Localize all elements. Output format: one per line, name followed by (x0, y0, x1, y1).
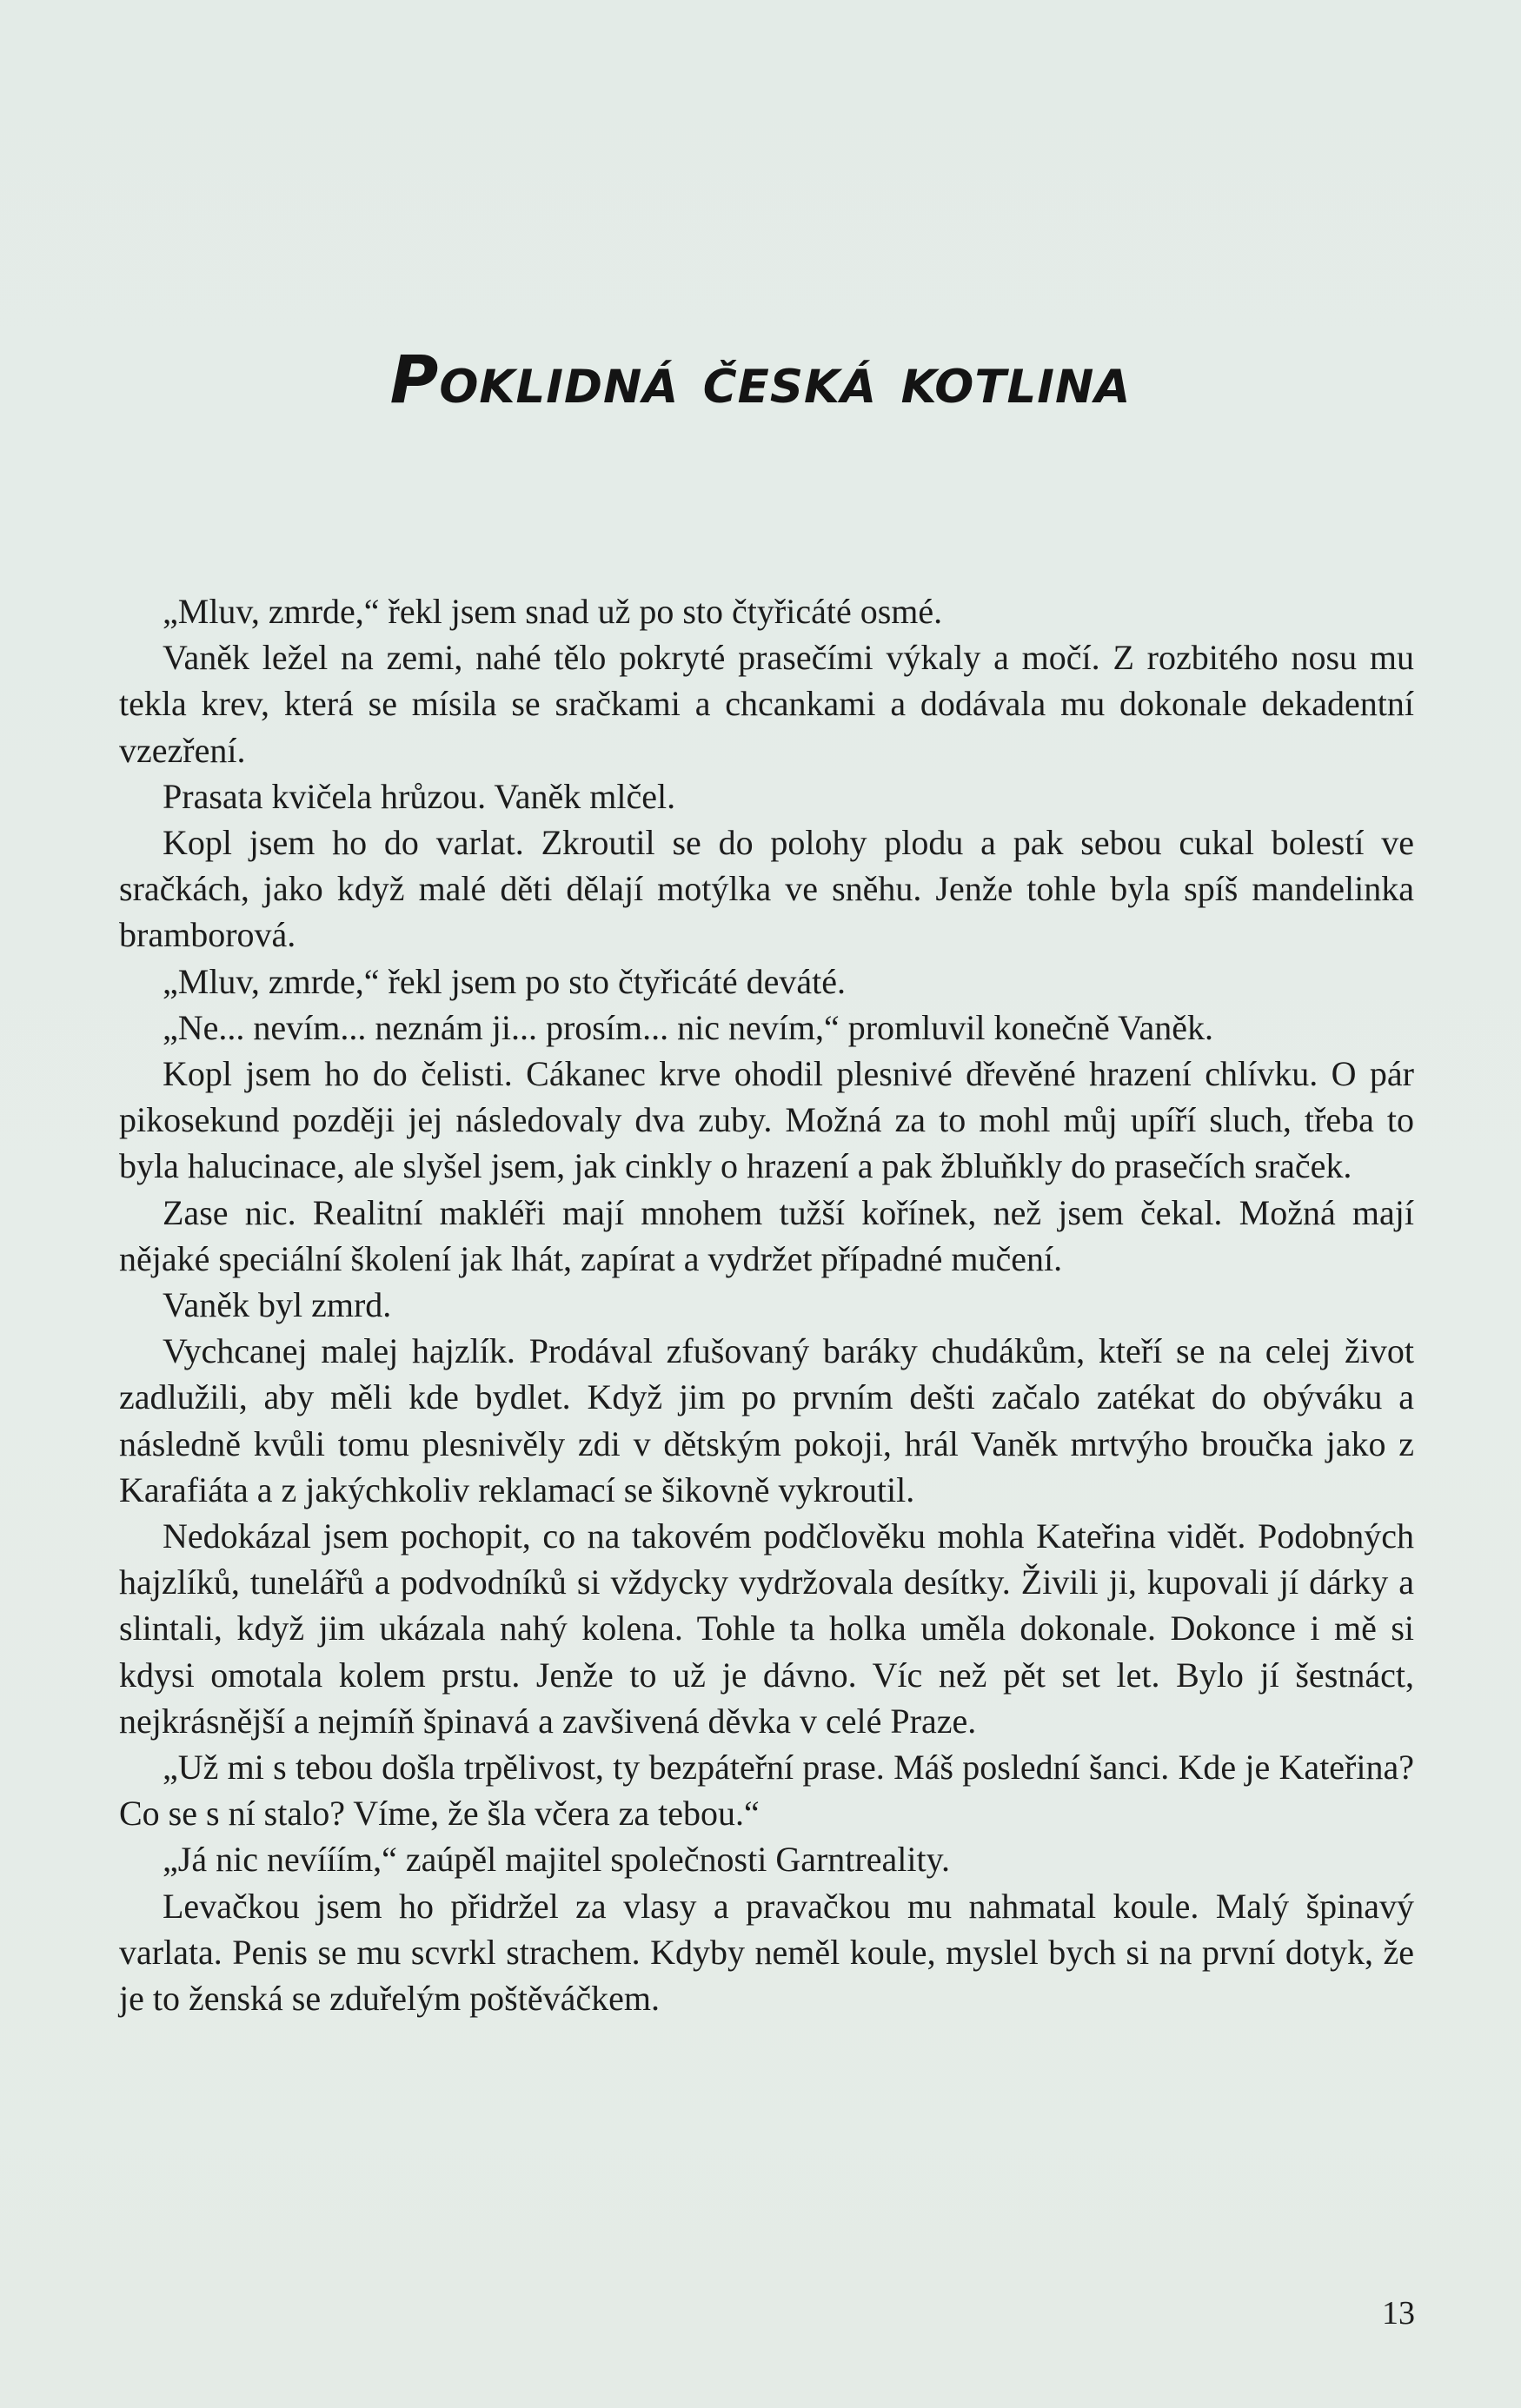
paragraph: „Ne... nevím... neznám ji... prosím... nic nevím,“ promluvil konečně Vaněk. (163, 1007, 1213, 1047)
paragraph: Kopl jsem ho do varlat. Zkroutil se do polohy plodu a pak sebou cukal bolestí ve sračkách, jako když malé děti dělají motýlka ve sněhu. Jenže tohle byla spíš mandelinka bramborová. (119, 823, 1414, 955)
page-number: 13 (1382, 2295, 1415, 2332)
paragraph: „Mluv, zmrde,“ řekl jsem po sto čtyřicáté deváté. (163, 961, 846, 1001)
paragraph: Kopl jsem ho do čelisti. Cákanec krve ohodil plesnivé dřevěné hrazení chlívku. O pár pikosekund později jej následovaly dva zuby. Možná za to mohl můj upíří sluch, třeba to byla halucinace, ale slyšel jsem, jak cinkly o hrazení a pak žbluňkly do prasečích sraček. (119, 1054, 1414, 1186)
paragraph: Vychcanej malej hajzlík. Prodával zfušovaný baráky chudákům, kteří se na celej život zadlužili, aby měli kde bydlet. Když jim po prvním dešti začalo zatékat do obýváku a následně kvůli tomu plesnivěly zdi v dětským pokoji, hrál Vaněk mrtvýho broučka jako z Karafiáta a z jakýchkoliv reklamací se šikovně vykroutil. (119, 1331, 1414, 1509)
paragraph: „Já nic nevííím,“ zaúpěl majitel společnosti Garntreality. (163, 1840, 950, 1880)
paragraph: Vaněk byl zmrd. (163, 1285, 392, 1325)
paragraph: „Mluv, zmrde,“ řekl jsem snad už po sto čtyřicáté osmé. (163, 592, 943, 631)
paragraph: Prasata kvičela hrůzou. Vaněk mlčel. (163, 776, 676, 816)
chapter-body (119, 588, 1414, 2021)
paragraph: Vaněk ležel na zemi, nahé tělo pokryté prasečími výkaly a močí. Z rozbitého nosu mu tekla krev, která se mísila se sračkami a chcankami a dodávala mu dokonale dekadentní vzezření. (119, 638, 1414, 770)
chapter-title: Poklidná česká kotlina (389, 341, 1132, 418)
paragraph: „Už mi s tebou došla trpělivost, ty bezpáteřní prase. Máš poslední šanci. Kde je Kateřina? Co se s ní stalo? Víme, že šla včera za tebou.“ (119, 1748, 1414, 1834)
paragraph: Levačkou jsem ho přidržel za vlasy a pravačkou mu nahmatal koule. Malý špinavý varlata. Penis se mu scvrkl strachem. Kdyby neměl koule, myslel bych si na první dotyk, že je to ženská se zduřelým poštěváčkem. (119, 1886, 1414, 2019)
paragraph: Nedokázal jsem pochopit, co na takovém podčlověku mohla Kateřina vidět. Podobných hajzlíků, tunelářů a podvodníků si vždycky vydržovala desítky. Živili ji, kupovali jí dárky a slintali, když jim ukázala nahý kolena. Tohle ta holka uměla dokonale. Dokonce i mě si kdysi omotala kolem prstu. Jenže to už je dávno. Víc než pět set let. Bylo jí šestnáct, nejkrásnější a nejmíň špinavá a zavšivená děvka v celé Praze. (119, 1516, 1414, 1741)
paragraph: Zase nic. Realitní makléři mají mnohem tužší kořínek, než jsem čekal. Možná mají nějaké speciální školení jak lhát, zapírat a vydržet případné mučení. (119, 1192, 1414, 1278)
